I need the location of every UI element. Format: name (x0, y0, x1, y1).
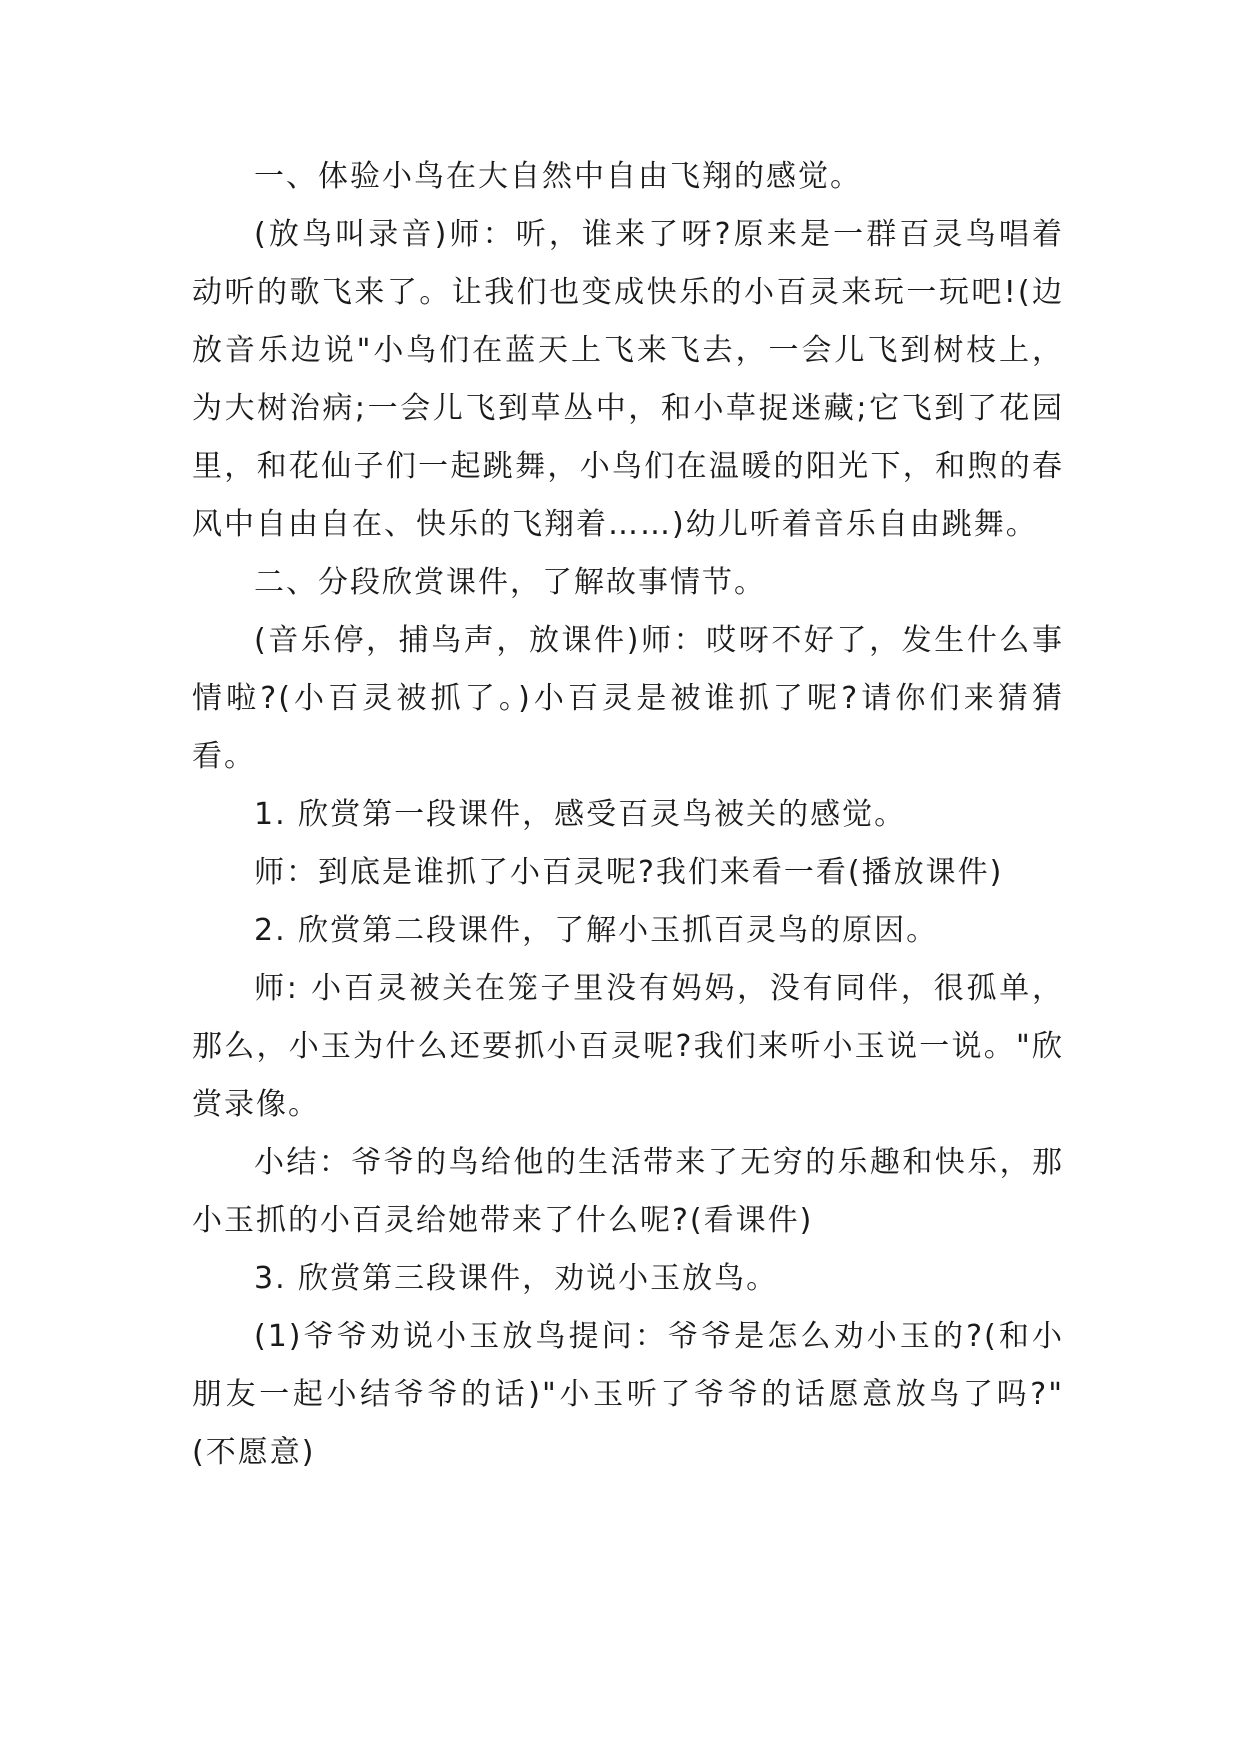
body-paragraph: (音乐停，捕鸟声，放课件)师：哎呀不好了，发生什么事情啦?(小百灵被抓了。)小百灵是被谁抓了呢?请你们来猜猜看。 (192, 623, 1064, 774)
document-page (192, 148, 1064, 1482)
section-heading: 二、分段欣赏课件，了解故事情节。 (254, 565, 766, 600)
sub-heading: 2. 欣赏第二段课件，了解小玉抓百灵鸟的原因。 (254, 913, 939, 948)
body-paragraph: (1)爷爷劝说小玉放鸟提问：爷爷是怎么劝小玉的?(和小朋友一起小结爷爷的话)"小玉听了爷爷的话愿意放鸟了吗?"(不愿意) (192, 1319, 1064, 1470)
sub-heading: 3. 欣赏第三段课件，劝说小玉放鸟。 (254, 1261, 779, 1296)
body-paragraph: (放鸟叫录音)师：听，谁来了呀?原来是一群百灵鸟唱着动听的歌飞来了。让我们也变成快乐的小百灵来玩一玩吧!(边放音乐边说"小鸟们在蓝天上飞来飞去，一会儿飞到树枝上，为大树治病;一会儿飞到草丛中，和小草捉迷藏;它飞到了花园里，和花仙子们一起跳舞，小鸟们在温暖的阳光下，和煦的春风中自由自在、快乐的飞翔着……)幼儿听着音乐自由跳舞。 (192, 217, 1064, 542)
body-paragraph: 师: 小百灵被关在笼子里没有妈妈，没有同伴，很孤单，那么，小玉为什么还要抓小百灵呢?我们来听小玉说一说。"欣赏录像。 (192, 971, 1064, 1122)
section-heading: 一、体验小鸟在大自然中自由飞翔的感觉。 (254, 159, 862, 194)
sub-heading: 1. 欣赏第一段课件，感受百灵鸟被关的感觉。 (254, 797, 907, 832)
body-paragraph: 师：到底是谁抓了小百灵呢?我们来看一看(播放课件) (254, 855, 1004, 890)
summary-paragraph: 小结：爷爷的鸟给他的生活带来了无穷的乐趣和快乐，那小玉抓的小百灵给她带来了什么呢?(看课件) (192, 1145, 1064, 1238)
